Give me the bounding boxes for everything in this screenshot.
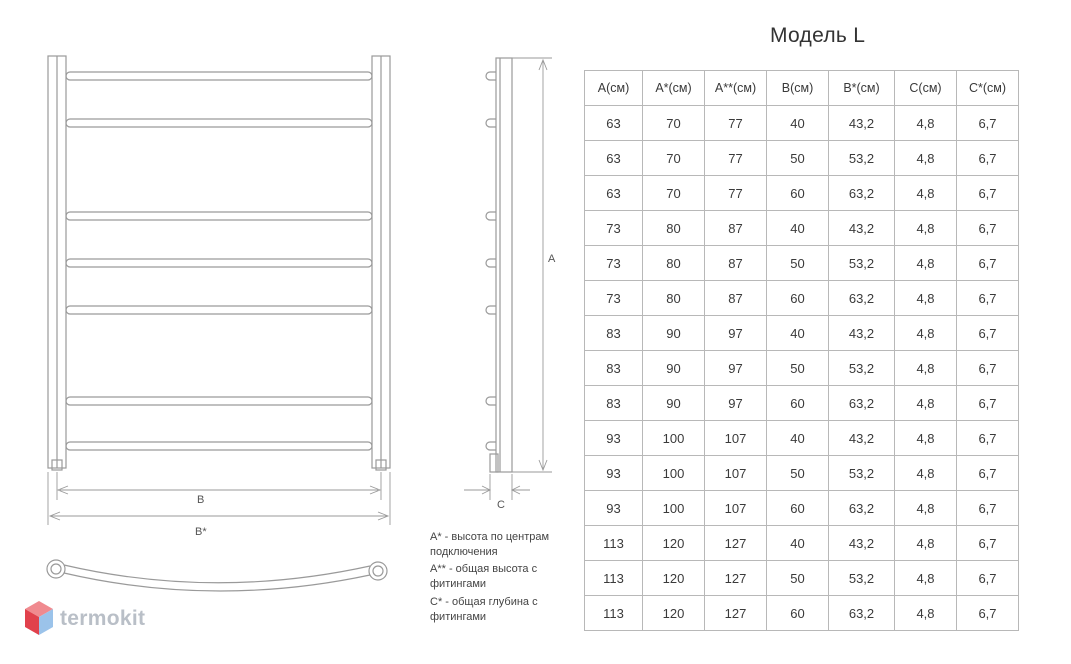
cell-a-star: 120: [643, 561, 705, 596]
table-body: [585, 106, 1019, 631]
cell-b-star: 53,2: [829, 351, 895, 386]
cell-c-star: 6,7: [957, 561, 1019, 596]
cell-a-double-star: 77: [705, 141, 767, 176]
cell-c: 4,8: [895, 106, 957, 141]
cell-a: 113: [585, 561, 643, 596]
cell-c-star: 6,7: [957, 246, 1019, 281]
dimension-b: [57, 472, 381, 500]
cell-b-star: 43,2: [829, 106, 895, 141]
cell-b-star: 43,2: [829, 421, 895, 456]
cell-a-double-star: 127: [705, 526, 767, 561]
cell-c-star: 6,7: [957, 386, 1019, 421]
table-row: [585, 316, 1019, 351]
table-header-row: [585, 71, 1019, 106]
cell-a-star: 100: [643, 421, 705, 456]
cell-b: 60: [767, 176, 829, 211]
table-row: [585, 561, 1019, 596]
cell-c: 4,8: [895, 526, 957, 561]
note-c-star: C* - общая глубина с фитингами: [430, 596, 538, 623]
cell-a: 83: [585, 386, 643, 421]
table-row: [585, 386, 1019, 421]
table-row: [585, 281, 1019, 316]
cell-a-double-star: 107: [705, 421, 767, 456]
cell-b-star: 63,2: [829, 176, 895, 211]
cell-b: 50: [767, 246, 829, 281]
cell-a-double-star: 87: [705, 281, 767, 316]
cell-a-double-star: 87: [705, 211, 767, 246]
top-view: [47, 560, 387, 591]
cell-c-star: 6,7: [957, 456, 1019, 491]
dim-label-c: C: [497, 499, 505, 511]
cell-a: 93: [585, 491, 643, 526]
cell-b: 60: [767, 386, 829, 421]
header-b-star: B*(см): [829, 71, 895, 106]
cell-c: 4,8: [895, 141, 957, 176]
cell-a-star: 90: [643, 386, 705, 421]
cell-a-double-star: 87: [705, 246, 767, 281]
cell-a-star: 70: [643, 141, 705, 176]
table-row: [585, 211, 1019, 246]
cell-a-double-star: 97: [705, 351, 767, 386]
cell-a-star: 120: [643, 526, 705, 561]
logo-text: termokit: [60, 607, 146, 630]
cell-b-star: 43,2: [829, 211, 895, 246]
cell-c-star: 6,7: [957, 211, 1019, 246]
header-b: B(см): [767, 71, 829, 106]
cell-c-star: 6,7: [957, 596, 1019, 631]
note-a-star: A* - высота по центрам подключения: [430, 531, 550, 558]
cell-a-double-star: 97: [705, 386, 767, 421]
header-c-star: C*(см): [957, 71, 1019, 106]
cell-c-star: 6,7: [957, 281, 1019, 316]
cell-a-star: 100: [643, 456, 705, 491]
cell-b-star: 43,2: [829, 526, 895, 561]
cell-c-star: 6,7: [957, 491, 1019, 526]
cell-c-star: 6,7: [957, 526, 1019, 561]
cell-a: 73: [585, 281, 643, 316]
cell-a-star: 90: [643, 316, 705, 351]
page-title: Модель L: [770, 24, 866, 47]
note-a-double-star: A** - общая высота с фитингами: [430, 563, 538, 590]
cell-c-star: 6,7: [957, 316, 1019, 351]
cell-b: 60: [767, 491, 829, 526]
dimension-a: [512, 58, 552, 472]
cell-a: 83: [585, 316, 643, 351]
header-a: A(см): [585, 71, 643, 106]
cell-a-star: 90: [643, 351, 705, 386]
cell-c: 4,8: [895, 561, 957, 596]
cell-b-star: 53,2: [829, 246, 895, 281]
cell-a: 93: [585, 421, 643, 456]
cell-c: 4,8: [895, 386, 957, 421]
table-row: [585, 141, 1019, 176]
cell-a: 63: [585, 176, 643, 211]
cell-a: 63: [585, 141, 643, 176]
cell-b-star: 53,2: [829, 456, 895, 491]
cell-b: 40: [767, 526, 829, 561]
cell-a-star: 80: [643, 246, 705, 281]
cell-a-double-star: 127: [705, 596, 767, 631]
cell-c: 4,8: [895, 211, 957, 246]
cell-a-double-star: 107: [705, 456, 767, 491]
cell-a: 63: [585, 106, 643, 141]
cell-a-double-star: 97: [705, 316, 767, 351]
cell-c: 4,8: [895, 316, 957, 351]
cell-b: 40: [767, 421, 829, 456]
cell-a-star: 80: [643, 281, 705, 316]
table-row: [585, 456, 1019, 491]
cell-a-star: 80: [643, 211, 705, 246]
table-row: [585, 421, 1019, 456]
table-row: [585, 106, 1019, 141]
spec-table: [584, 70, 1019, 631]
cell-b-star: 53,2: [829, 561, 895, 596]
front-view-left-rail: [48, 56, 66, 468]
cell-a-star: 70: [643, 106, 705, 141]
cell-b: 40: [767, 211, 829, 246]
cell-c: 4,8: [895, 281, 957, 316]
header-a-double-star: A**(см): [705, 71, 767, 106]
cell-b: 50: [767, 456, 829, 491]
cell-a: 113: [585, 596, 643, 631]
cell-c: 4,8: [895, 596, 957, 631]
cell-b: 50: [767, 351, 829, 386]
cell-a: 83: [585, 351, 643, 386]
cell-a: 113: [585, 526, 643, 561]
header-c: C(см): [895, 71, 957, 106]
cell-b-star: 63,2: [829, 386, 895, 421]
front-view-rungs: [66, 72, 372, 450]
cell-c: 4,8: [895, 176, 957, 211]
cell-a-star: 70: [643, 176, 705, 211]
cell-c: 4,8: [895, 456, 957, 491]
table-row: [585, 491, 1019, 526]
cell-a: 93: [585, 456, 643, 491]
cell-a-double-star: 77: [705, 176, 767, 211]
table-row: [585, 526, 1019, 561]
cell-b: 50: [767, 561, 829, 596]
dim-label-b-star: B*: [195, 526, 207, 538]
cell-a-double-star: 107: [705, 491, 767, 526]
side-view: [486, 58, 512, 472]
dim-label-b: B: [197, 494, 205, 506]
header-a-star: A*(см): [643, 71, 705, 106]
dimension-b-star: [48, 472, 390, 525]
cell-a: 73: [585, 211, 643, 246]
cell-b: 40: [767, 106, 829, 141]
dimension-c: [464, 474, 530, 500]
cell-c: 4,8: [895, 246, 957, 281]
cell-c-star: 6,7: [957, 351, 1019, 386]
termokit-logo-icon: [24, 600, 54, 636]
table-row: [585, 176, 1019, 211]
table-row: [585, 246, 1019, 281]
cell-b-star: 63,2: [829, 596, 895, 631]
cell-a-star: 120: [643, 596, 705, 631]
cell-c-star: 6,7: [957, 141, 1019, 176]
cell-a-star: 100: [643, 491, 705, 526]
cell-c-star: 6,7: [957, 421, 1019, 456]
cell-a: 73: [585, 246, 643, 281]
table-row: [585, 351, 1019, 386]
cell-b-star: 43,2: [829, 316, 895, 351]
dim-label-a: A: [548, 253, 556, 265]
front-view-right-rail: [372, 56, 390, 468]
cell-a-double-star: 127: [705, 561, 767, 596]
cell-a-double-star: 77: [705, 106, 767, 141]
cell-c: 4,8: [895, 421, 957, 456]
cell-b-star: 63,2: [829, 491, 895, 526]
cell-c: 4,8: [895, 491, 957, 526]
cell-c: 4,8: [895, 351, 957, 386]
cell-b-star: 63,2: [829, 281, 895, 316]
cell-b: 40: [767, 316, 829, 351]
cell-c-star: 6,7: [957, 106, 1019, 141]
cell-b-star: 53,2: [829, 141, 895, 176]
cell-c-star: 6,7: [957, 176, 1019, 211]
table-row: [585, 596, 1019, 631]
cell-b: 50: [767, 141, 829, 176]
cell-b: 60: [767, 596, 829, 631]
cell-b: 60: [767, 281, 829, 316]
